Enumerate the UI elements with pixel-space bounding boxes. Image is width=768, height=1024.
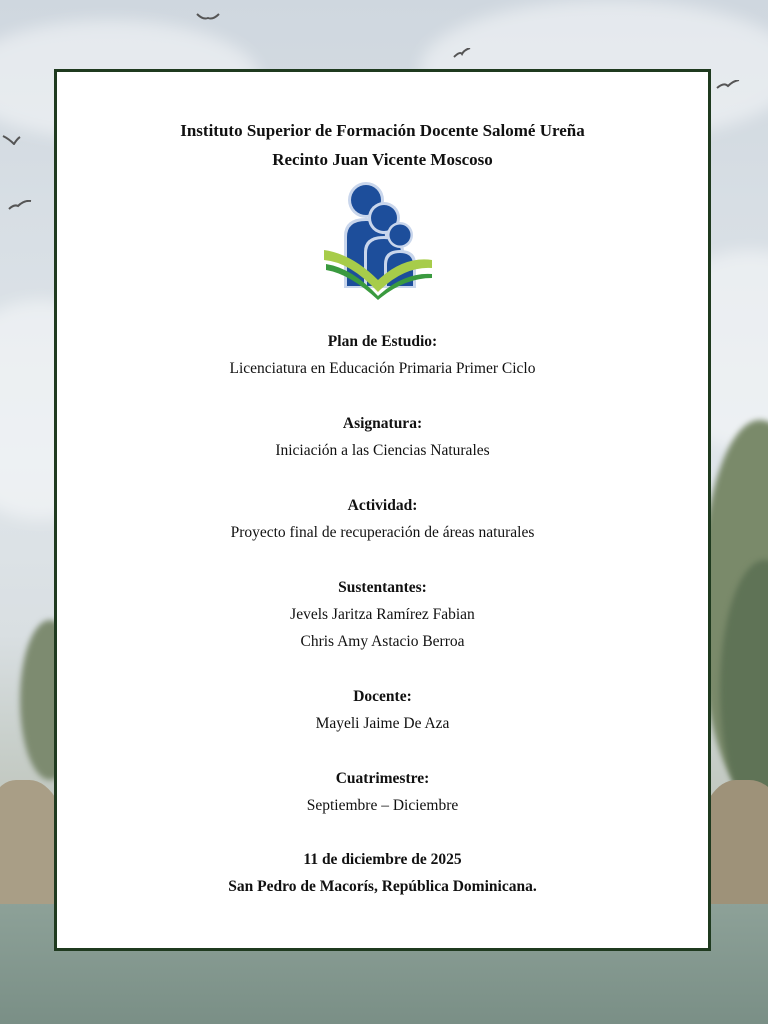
plan-section bbox=[57, 328, 708, 382]
bird-icon bbox=[450, 48, 474, 58]
cover-page bbox=[54, 69, 711, 951]
isfodosu-logo-icon bbox=[324, 180, 436, 302]
asignatura-section bbox=[57, 410, 708, 464]
footer bbox=[57, 846, 708, 900]
sustentante-name: Jevels Jaritza Ramírez Fabian bbox=[290, 606, 475, 623]
cuatrimestre-section bbox=[57, 765, 708, 819]
bird-icon bbox=[8, 200, 32, 210]
docente-value: Mayeli Jaime De Aza bbox=[315, 715, 450, 732]
cuatrimestre-value: Septiembre – Diciembre bbox=[306, 797, 459, 814]
sustentantes-section bbox=[57, 574, 708, 655]
plan-label: Plan de Estudio: bbox=[327, 333, 438, 350]
institution-name: Instituto Superior de Formación Docente Salomé Ureña bbox=[180, 121, 585, 140]
bird-icon bbox=[196, 12, 220, 22]
docente-section bbox=[57, 683, 708, 737]
actividad-label: Actividad: bbox=[347, 497, 418, 514]
asignatura-label: Asignatura: bbox=[342, 415, 423, 432]
sustentante-name: Chris Amy Astacio Berroa bbox=[300, 633, 465, 650]
header bbox=[57, 116, 708, 174]
actividad-value: Proyecto final de recuperación de áreas naturales bbox=[230, 524, 535, 541]
cuatrimestre-label: Cuatrimestre: bbox=[335, 770, 430, 787]
place-text: San Pedro de Macorís, República Dominicana. bbox=[228, 878, 537, 895]
bird-icon bbox=[2, 135, 26, 145]
sustentantes-label: Sustentantes: bbox=[338, 579, 427, 596]
actividad-section bbox=[57, 492, 708, 546]
asignatura-value: Iniciación a las Ciencias Naturales bbox=[275, 442, 490, 459]
date-text: 11 de diciembre de 2025 bbox=[303, 851, 462, 868]
campus-name: Recinto Juan Vicente Moscoso bbox=[272, 150, 493, 169]
plan-value: Licenciatura en Educación Primaria Primer Ciclo bbox=[229, 360, 536, 377]
docente-label: Docente: bbox=[353, 688, 412, 705]
bird-icon bbox=[716, 80, 740, 90]
